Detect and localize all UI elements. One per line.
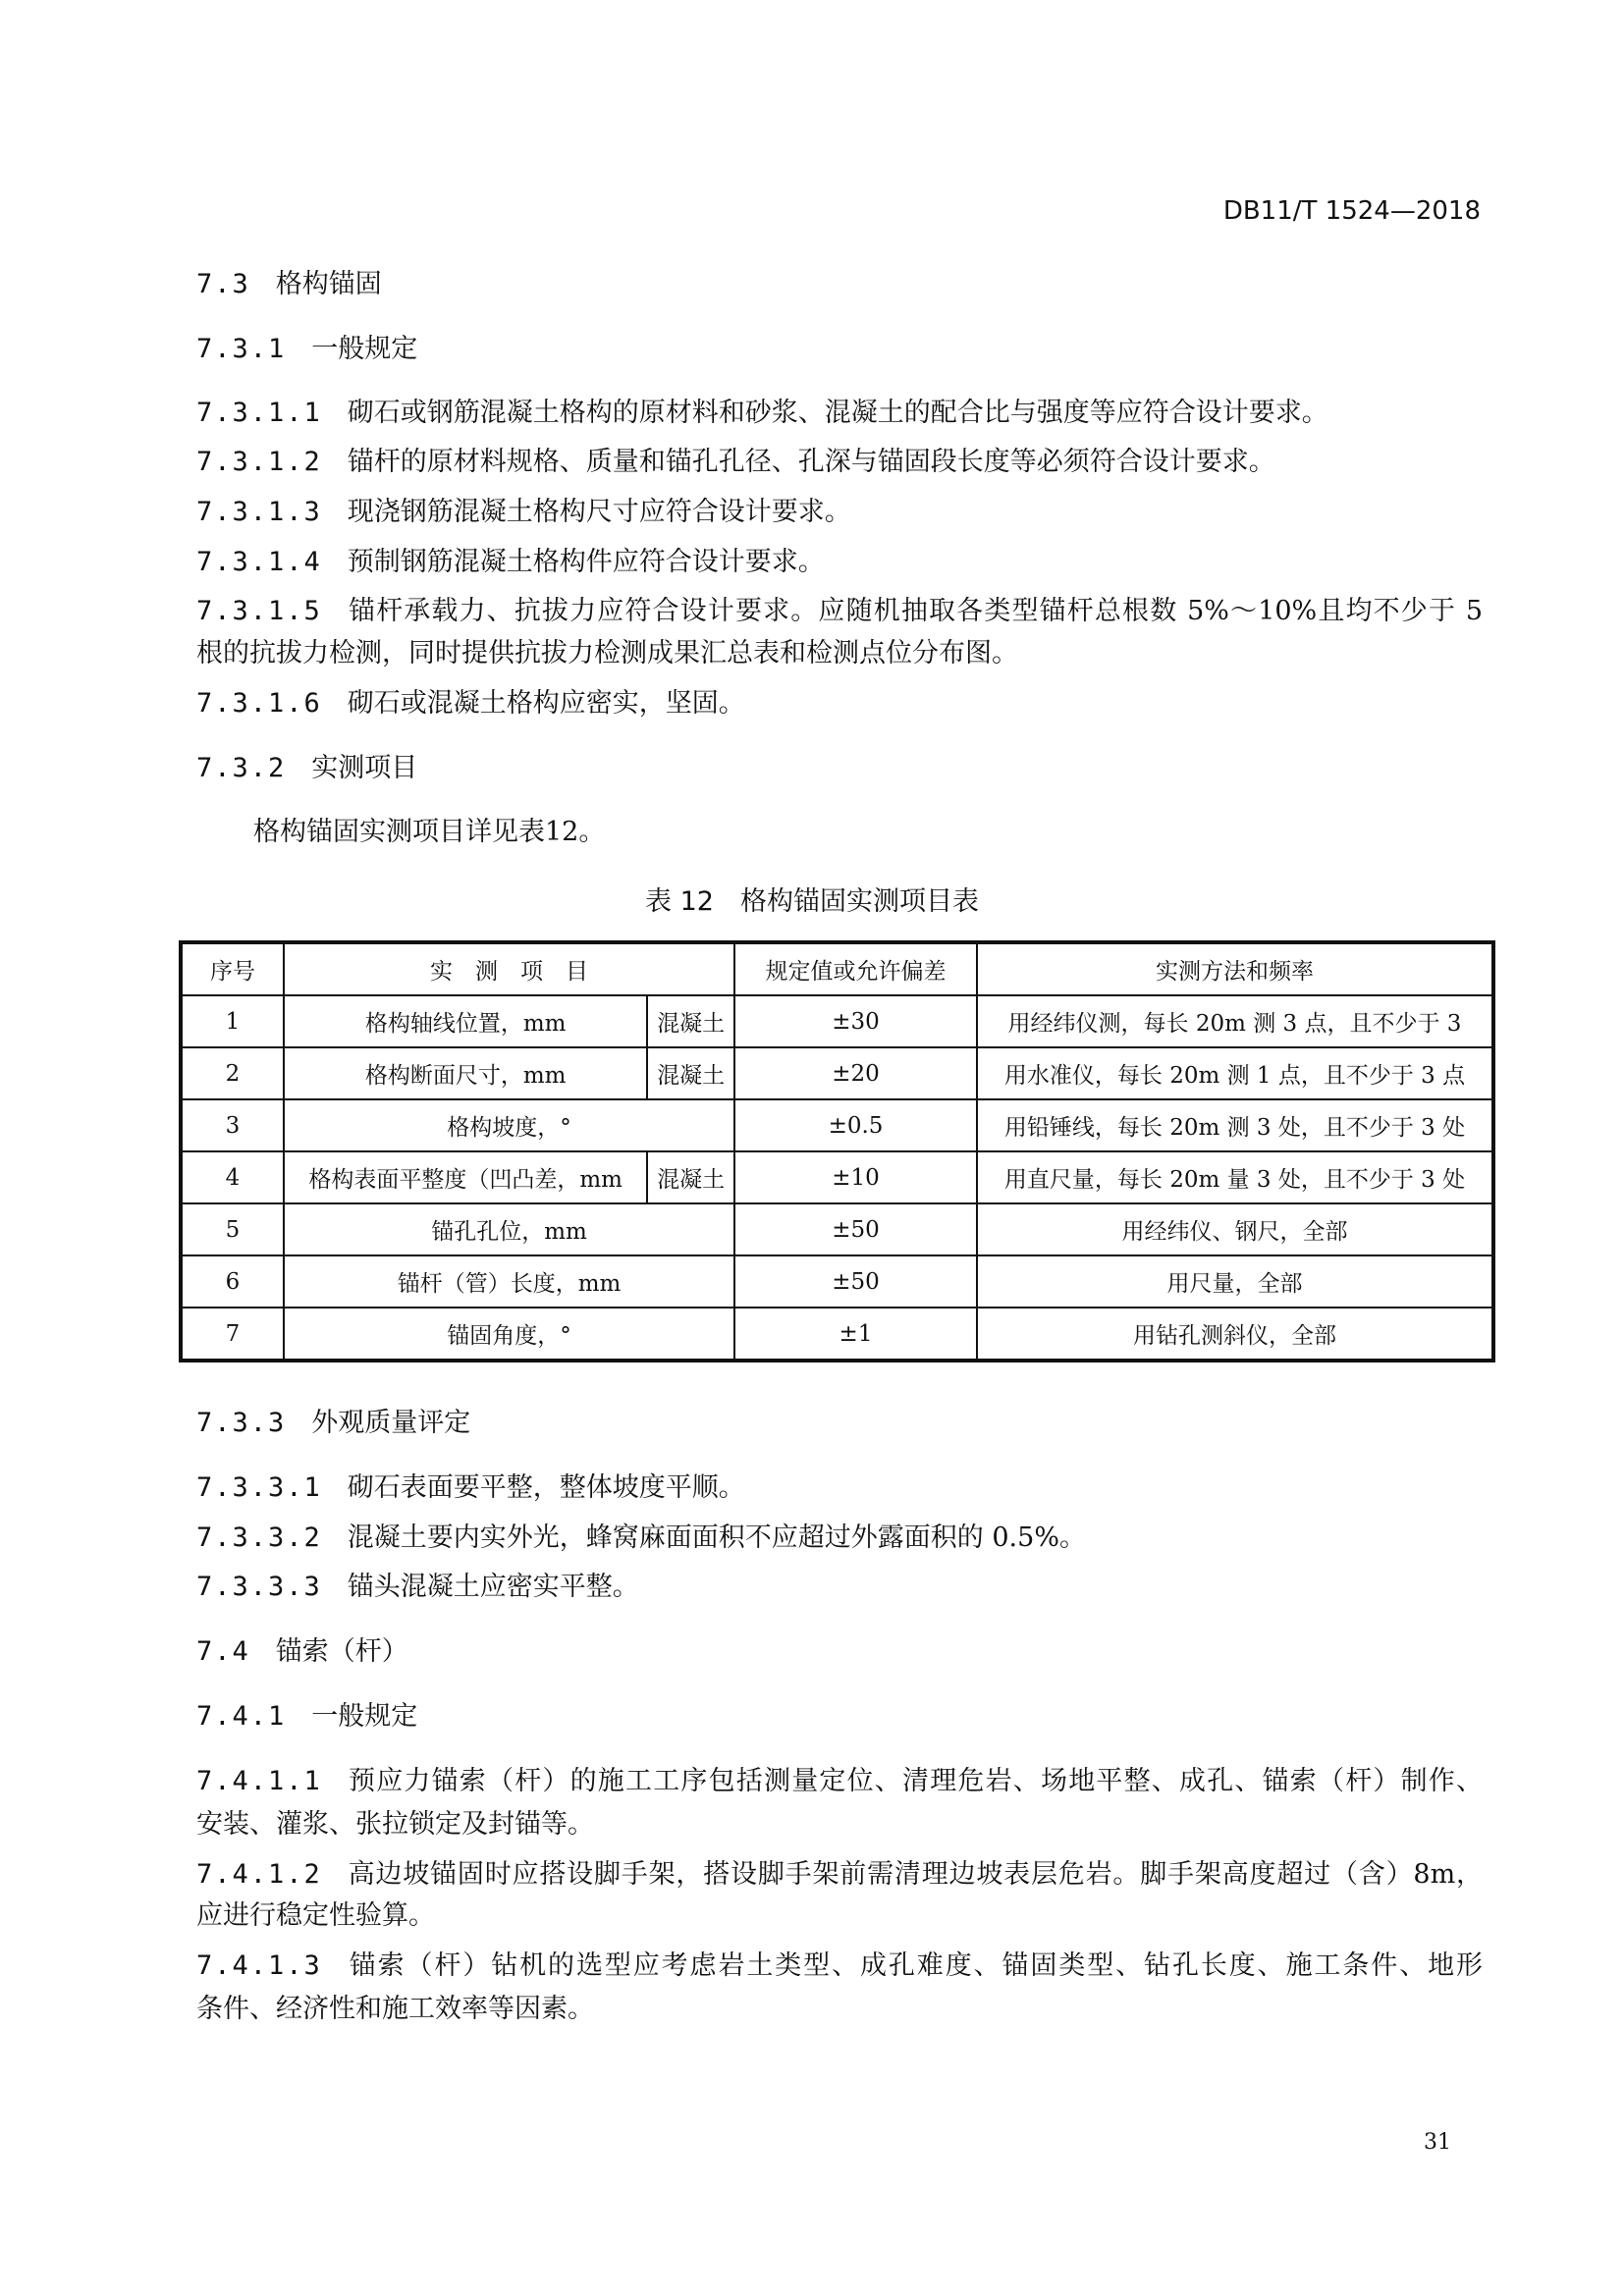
clause-body: 砌石或混凝土格构应密实，坚固。	[347, 688, 745, 719]
page-number: 31	[1424, 2130, 1451, 2155]
clause-body: 混凝土要内实外光，蜂窝麻面面积不应超过外露面积的 0.5%。	[347, 1522, 1086, 1553]
clause-number: 7.3.1	[196, 334, 287, 364]
section-heading	[196, 333, 417, 366]
clause-text	[196, 446, 1275, 479]
table-cell: 用水准仪，每长 20m 测 1 点，且不少于 3 点	[977, 1047, 1493, 1099]
table-row	[181, 1047, 1493, 1099]
table-cell: 7	[181, 1308, 284, 1361]
clause-body: 砌石表面要平整，整体坡度平顺。	[347, 1472, 745, 1503]
standard-number: DB11/T 1524—2018	[1222, 196, 1481, 226]
clause-body: 锚杆承载力、抗拔力应符合设计要求。应随机抽取各类型锚杆总根数 5%～10%且均不少于 5	[347, 596, 1483, 626]
clause-continuation: 条件、经济性和施工效率等因素。	[196, 1994, 594, 2024]
table-title: 表 12 格构锚固实测项目表	[645, 886, 979, 917]
table-cell: 混凝土	[647, 995, 734, 1047]
clause-body: 高边坡锚固时应搭设脚手架，搭设脚手架前需清理边坡表层危岩。脚手架高度超过（含）8m，	[347, 1859, 1483, 1890]
clause-text	[196, 595, 1483, 628]
table-cell: 用经纬仪、钢尺，全部	[977, 1203, 1493, 1255]
clause-number: 7.3.1.3	[196, 497, 322, 527]
clause-text	[196, 496, 851, 529]
table-cell: ±10	[734, 1151, 977, 1203]
clause-number: 7.4.1.2	[196, 1859, 322, 1890]
table-cell: ±0.5	[734, 1099, 977, 1151]
clause-body: 一般规定	[311, 1701, 418, 1732]
column-header: 规定值或允许偏差	[734, 942, 977, 995]
clause-number: 7.3.3	[196, 1408, 287, 1438]
table-cell: 6	[181, 1255, 284, 1308]
clause-body: 预制钢筋混凝土格构件应符合设计要求。	[347, 547, 825, 577]
table-row	[181, 1308, 1493, 1361]
clause-body: 格构锚固实测项目详见表12。	[253, 817, 606, 847]
clause-number: 7.4	[196, 1636, 250, 1667]
clause-body: 格构锚固	[275, 269, 382, 299]
table-cell: 用尺量，全部	[977, 1255, 1493, 1308]
clause-number: 7.3.1.1	[196, 398, 322, 428]
table-cell: 锚杆（管）长度，mm	[284, 1255, 734, 1308]
table-cell: ±30	[734, 995, 977, 1047]
clause-number: 7.3.3.2	[196, 1522, 322, 1553]
column-header: 实测方法和频率	[977, 942, 1493, 995]
clause-text	[196, 1858, 1483, 1892]
clause-number: 7.3.1.2	[196, 447, 322, 477]
clause-number: 7.4.1.1	[196, 1766, 322, 1796]
clause-continuation: 应进行稳定性验算。	[196, 1900, 435, 1931]
table-row	[181, 1203, 1493, 1255]
table-cell: 格构表面平整度（凹凸差，mm	[284, 1151, 647, 1203]
table-cell: 格构轴线位置，mm	[284, 995, 647, 1047]
table-cell: 2	[181, 1047, 284, 1099]
table-cell: 3	[181, 1099, 284, 1151]
clause-number: 7.3.3.1	[196, 1472, 322, 1503]
clause-body: 一般规定	[311, 334, 418, 364]
clause-body: 砌石或钢筋混凝土格构的原材料和砂浆、混凝土的配合比与强度等应符合设计要求。	[347, 398, 1328, 428]
clause-text	[196, 1571, 639, 1604]
table-cell: 格构坡度，°	[284, 1099, 734, 1151]
column-header: 实 测 项 目	[284, 942, 734, 995]
table-cell: 用铅锤线，每长 20m 测 3 处，且不少于 3 处	[977, 1099, 1493, 1151]
table-cell: 用钻孔测斜仪，全部	[977, 1308, 1493, 1361]
table-cell: 混凝土	[647, 1151, 734, 1203]
column-header: 序号	[181, 942, 284, 995]
clause-body: 锚头混凝土应密实平整。	[347, 1572, 639, 1602]
section-heading	[196, 1700, 417, 1734]
table-cell: 格构断面尺寸，mm	[284, 1047, 647, 1099]
clause-text	[253, 816, 605, 849]
clause-number: 7.3.1.4	[196, 547, 322, 577]
clause-continuation: 安装、灌浆、张拉锁定及封锚等。	[196, 1809, 594, 1840]
section-heading	[196, 752, 417, 785]
clause-continuation: 根的抗拔力检测，同时提供抗拔力检测成果汇总表和检测点位分布图。	[196, 638, 1018, 668]
clause-text	[196, 1522, 1086, 1555]
table-cell: 用经纬仪测，每长 20m 测 3 点，且不少于 3	[977, 995, 1493, 1047]
table-cell: ±50	[734, 1255, 977, 1308]
section-heading	[196, 268, 382, 301]
table-cell: 1	[181, 995, 284, 1047]
clause-body: 预应力锚索（杆）的施工工序包括测量定位、清理危岩、场地平整、成孔、锚索（杆）制作、	[347, 1766, 1483, 1796]
section-heading	[196, 1407, 470, 1440]
table-cell: 用直尺量，每长 20m 量 3 处，且不少于 3 处	[977, 1151, 1493, 1203]
clause-body: 现浇钢筋混凝土格构尺寸应符合设计要求。	[347, 497, 851, 527]
table-cell: ±1	[734, 1308, 977, 1361]
clause-text	[196, 546, 825, 579]
clause-number: 7.3.1.5	[196, 596, 322, 626]
table-cell: 混凝土	[647, 1047, 734, 1099]
table-row	[181, 1255, 1493, 1308]
table-row	[181, 1099, 1493, 1151]
clause-number: 7.3.2	[196, 753, 287, 783]
clause-text	[196, 1471, 745, 1505]
table-cell: 4	[181, 1151, 284, 1203]
clause-body: 实测项目	[311, 753, 418, 783]
clause-number: 7.4.1	[196, 1701, 287, 1732]
clause-body: 锚索（杆）	[275, 1636, 408, 1667]
clause-body: 锚索（杆）钻机的选型应考虑岩土类型、成孔难度、锚固类型、钻孔长度、施工条件、地形	[347, 1950, 1483, 1981]
table-header-row	[181, 942, 1493, 995]
clause-number: 7.3	[196, 269, 250, 299]
clause-number: 7.3.3.3	[196, 1572, 322, 1602]
table-cell: 锚孔孔位，mm	[284, 1203, 734, 1255]
section-heading	[196, 1635, 408, 1669]
clause-number: 7.3.1.6	[196, 688, 322, 719]
table-row	[181, 995, 1493, 1047]
clause-body: 锚杆的原材料规格、质量和锚孔孔径、孔深与锚固段长度等必须符合设计要求。	[347, 447, 1275, 477]
table-row	[181, 1151, 1493, 1203]
table-cell: ±50	[734, 1203, 977, 1255]
clause-number: 7.4.1.3	[196, 1950, 322, 1981]
table-cell: ±20	[734, 1047, 977, 1099]
measurement-table	[179, 940, 1495, 1362]
clause-body: 外观质量评定	[311, 1408, 471, 1438]
clause-text	[196, 1949, 1483, 1983]
table-cell: 锚固角度，°	[284, 1308, 734, 1361]
clause-text	[196, 1765, 1483, 1798]
clause-text	[196, 397, 1328, 430]
table-cell: 5	[181, 1203, 284, 1255]
clause-text	[196, 687, 745, 721]
